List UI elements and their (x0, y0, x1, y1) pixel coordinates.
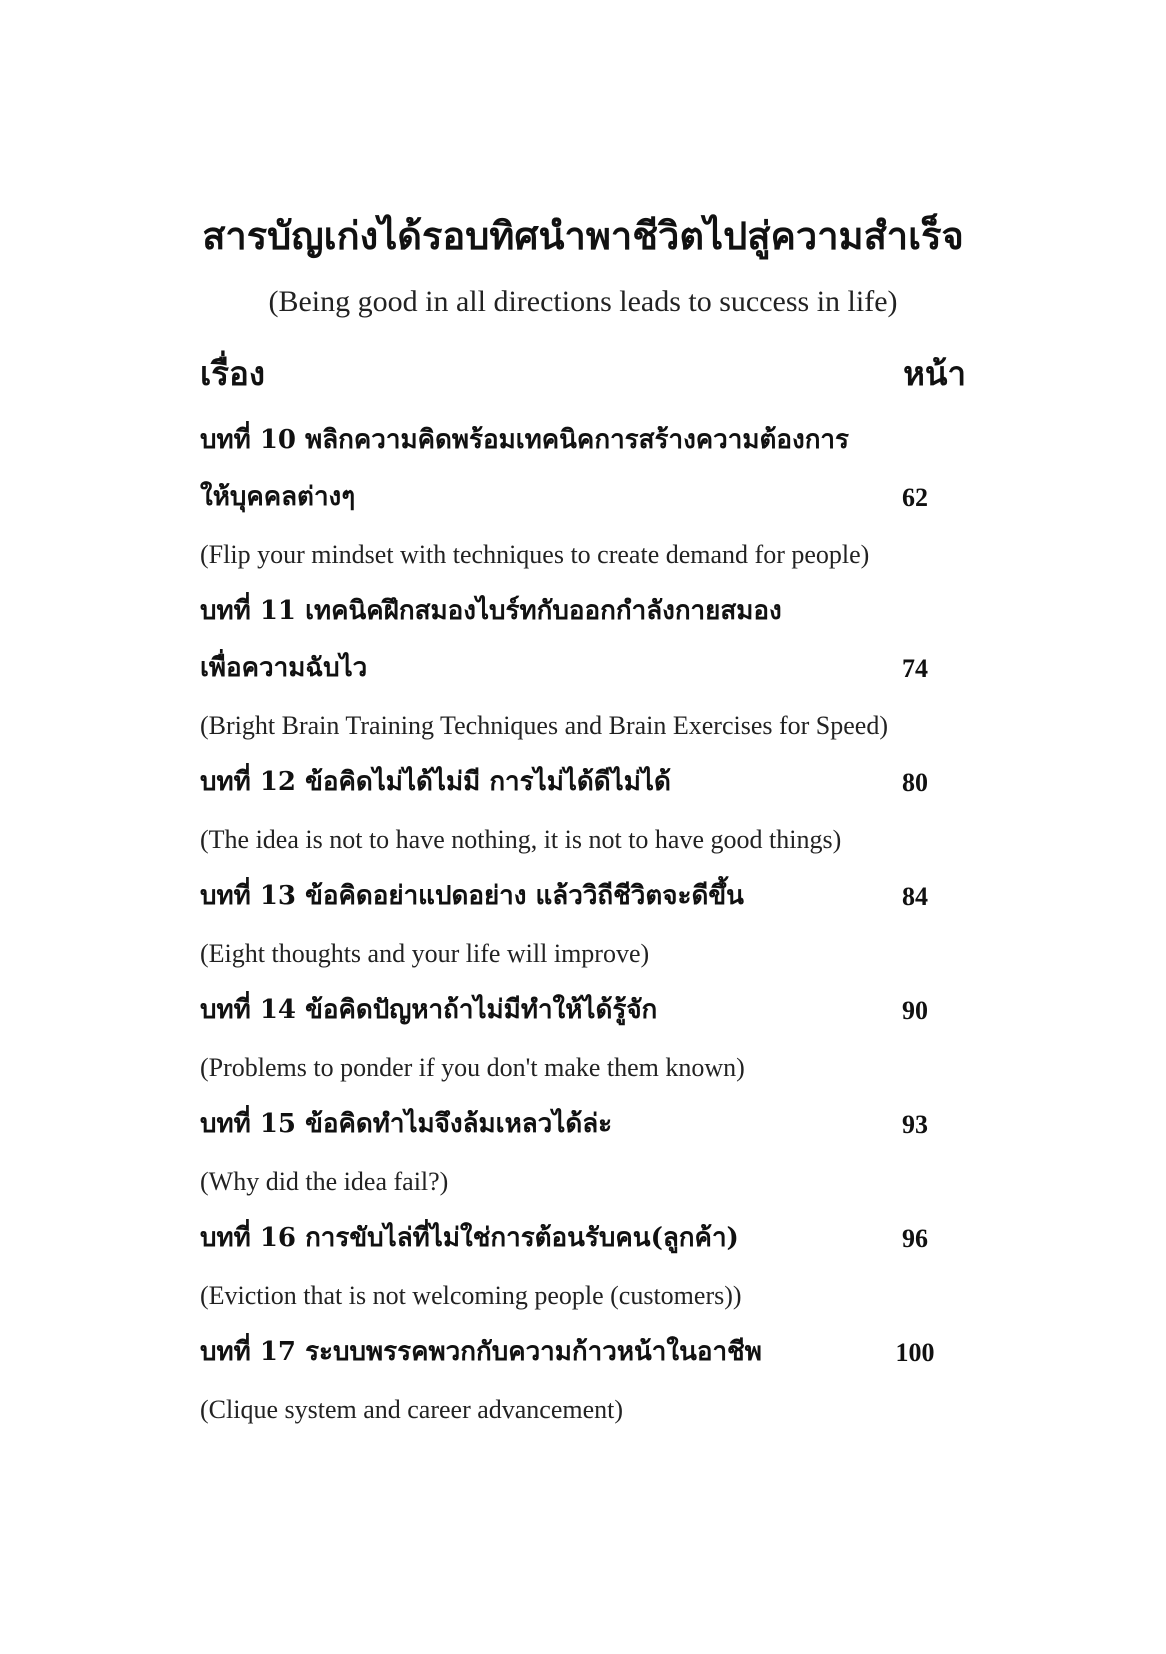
toc-entry-chapter-17 (200, 1324, 960, 1438)
toc-entry-chapter-10 (200, 412, 960, 583)
chapter-page-number: 93 (902, 1110, 928, 1139)
chapter-title-line1 (200, 868, 960, 925)
chapter-title-line1 (200, 1324, 960, 1381)
chapter-page-number: 74 (902, 654, 928, 683)
chapter-title-text: บทที่ 13 ข้อคิดอย่าแปดอย่าง แล้ววิถีชีวิตจะดีขึ้น (200, 881, 744, 911)
chapter-title-line1: บทที่ 11 เทคนิคฝึกสมองไบร์ทกับออกกำลังกายสมอง (200, 596, 782, 626)
chapter-title-line1 (200, 1210, 960, 1267)
toc-entry-chapter-16 (200, 1210, 960, 1324)
chapter-title-line1 (200, 982, 960, 1039)
chapter-page-number: 90 (902, 996, 928, 1025)
chapter-page-number: 96 (902, 1224, 928, 1253)
chapter-title-line1 (200, 754, 960, 811)
chapter-english-title: (Flip your mindset with techniques to create demand for people) (200, 540, 870, 569)
chapter-english-title: (Eviction that is not welcoming people (customers)) (200, 1281, 742, 1310)
column-header-topic: เรื่อง (200, 354, 265, 393)
chapter-title-text: บทที่ 17 ระบบพรรคพวกกับความก้าวหน้าในอาชีพ (200, 1337, 762, 1367)
chapter-title-line2 (200, 640, 960, 697)
chapter-page-number: 100 (895, 1338, 935, 1367)
chapter-title-text: บทที่ 15 ข้อคิดทำไมจึงล้มเหลวได้ล่ะ (200, 1109, 613, 1139)
chapter-english-title: (Problems to ponder if you don't make them known) (200, 1053, 745, 1082)
toc-entry-chapter-14 (200, 982, 960, 1096)
chapter-english-title: (Why did the idea fail?) (200, 1167, 449, 1196)
chapter-title-text: บทที่ 16 การขับไล่ที่ไม่ใช่การต้อนรับคน(ลูกค้า) (200, 1223, 739, 1253)
chapter-title-line2-text: เพื่อความฉับไว (200, 653, 368, 683)
chapter-title-line2 (200, 469, 960, 526)
chapter-title-text: บทที่ 12 ข้อคิดไม่ได้ไม่มี การไม่ได้ดีไม่ได้ (200, 767, 671, 797)
chapter-title-text: บทที่ 14 ข้อคิดปัญหาถ้าไม่มีทำให้ได้รู้จัก (200, 995, 658, 1025)
chapter-title-line2-text: ให้บุคคลต่างๆ (200, 482, 356, 512)
chapter-page-number: 62 (902, 483, 928, 512)
column-header-page: หน้า (903, 354, 966, 393)
chapter-page-number: 84 (902, 882, 928, 911)
chapter-title-line1 (200, 1096, 960, 1153)
chapter-title-line1: บทที่ 10 พลิกความคิดพร้อมเทคนิคการสร้างความต้องการ (200, 425, 849, 455)
chapter-english-title: (Bright Brain Training Techniques and Brain Exercises for Speed) (200, 711, 889, 740)
chapter-page-number: 80 (902, 768, 928, 797)
toc-subtitle: (Being good in all directions leads to success in life) (268, 285, 898, 318)
toc-title: สารบัญเก่งได้รอบทิศนำพาชีวิตไปสู่ความสำเร็จ (202, 213, 964, 258)
chapter-english-title: (Eight thoughts and your life will improve) (200, 939, 650, 968)
chapter-english-title: (Clique system and career advancement) (200, 1395, 624, 1424)
toc-entry-chapter-15 (200, 1096, 960, 1210)
toc-entry-chapter-11 (200, 583, 960, 754)
toc-entry-chapter-12 (200, 754, 960, 868)
chapter-english-title: (The idea is not to have nothing, it is not to have good things) (200, 825, 842, 854)
toc-entry-chapter-13 (200, 868, 960, 982)
table-of-contents (200, 412, 960, 1438)
